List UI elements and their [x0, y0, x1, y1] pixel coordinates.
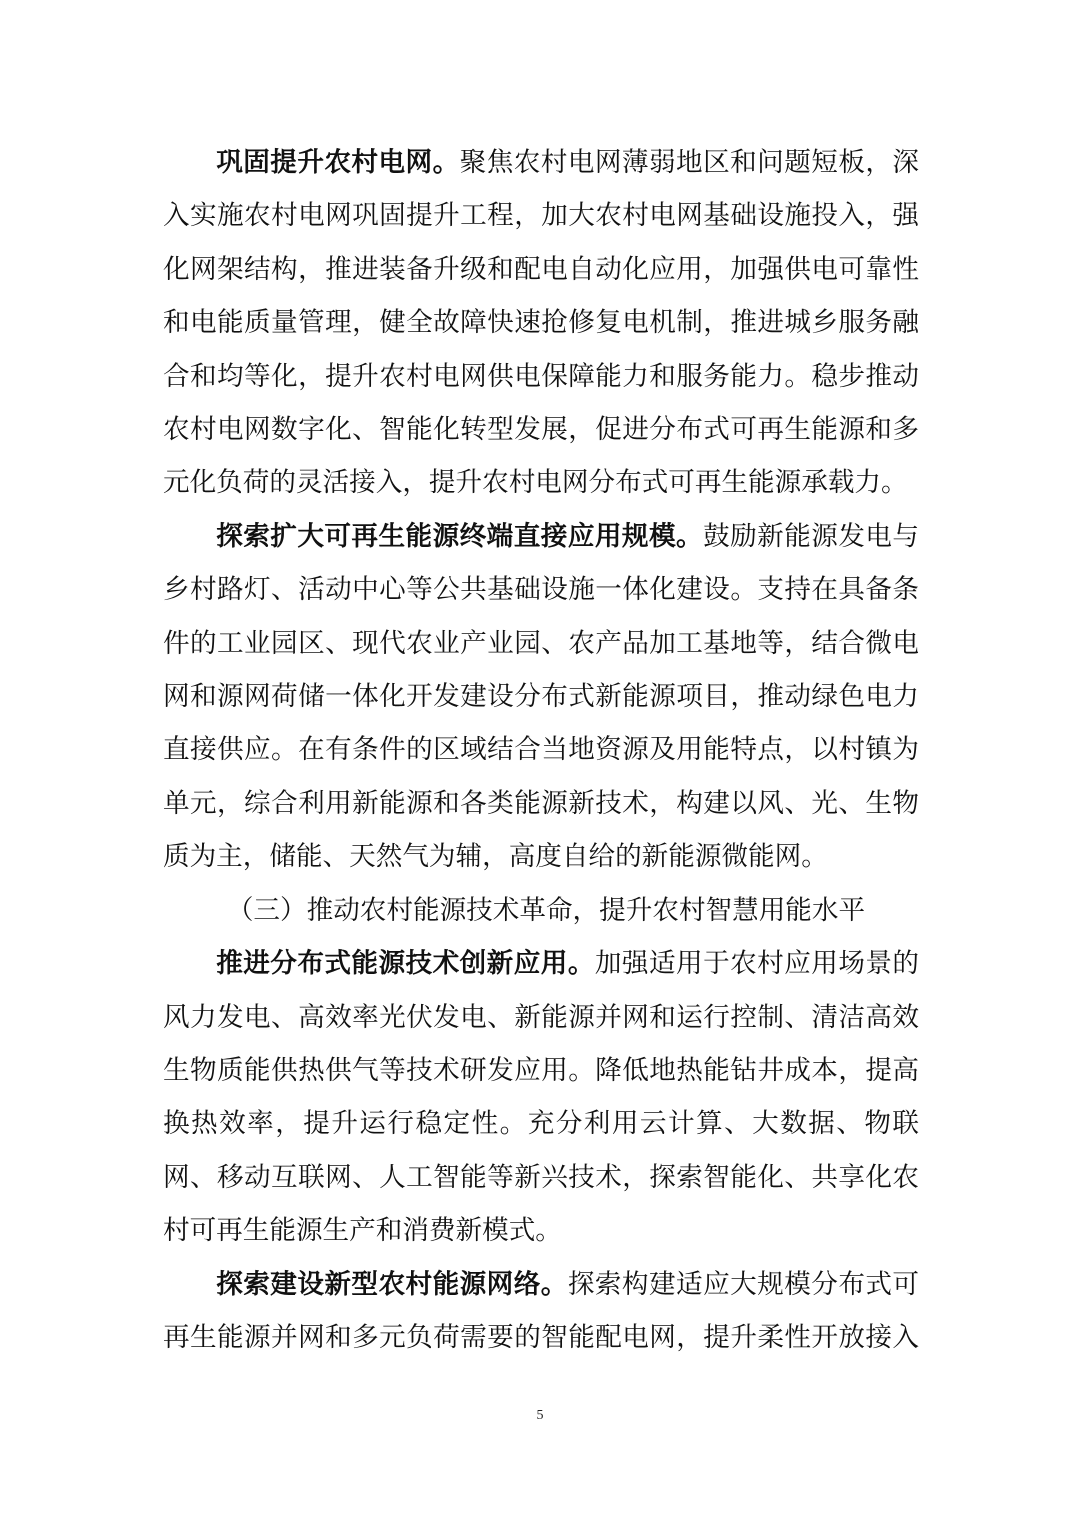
paragraph-text: 加强适用于农村应用场景的风力发电、高效率光伏发电、新能源并网和运行控制、清洁高效生物质能供热供气等技术研发应用。降低地热能钻井成本，提高换热效率，提升运行稳定性。充分利用云计算、大数据、物联网、移动互联网、人工智能等新兴技术，探索智能化、共享化农村可再生能源生产和消费新模式。	[163, 948, 920, 1247]
paragraph-rural-grid	[163, 136, 919, 510]
paragraph-lead-heading: 探索建设新型农村能源网络。	[216, 1268, 568, 1300]
paragraph-lead-heading: 推进分布式能源技术创新应用。	[216, 948, 595, 980]
paragraph-renewable-terminal-use	[163, 510, 919, 884]
paragraph-lead-heading: 巩固提升农村电网。	[216, 147, 460, 178]
section-heading: （三）推动农村能源技术革命，提升农村智慧用能水平	[226, 894, 866, 926]
document-body	[163, 136, 919, 1364]
page-number: 5	[536, 1408, 544, 1423]
paragraph-lead-heading: 探索扩大可再生能源终端直接应用规模。	[216, 520, 704, 552]
paragraph-text: 探索构建适应大规模分布式可再生能源并网和多元负荷需要的智能配电网，提升柔性开放接入	[163, 1268, 920, 1353]
paragraph-distributed-energy-innovation	[163, 937, 919, 1257]
paragraph-text: 鼓励新能源发电与乡村路灯、活动中心等公共基础设施一体化建设。支持在具备条件的工业园区、现代农业产业园、农产品加工基地等，结合微电网和源网荷储一体化开发建设分布式新能源项目，推动绿色电力直接供应。在有条件的区域结合当地资源及用能特点，以村镇为单元，综合利用新能源和各类能源新技术，构建以风、光、生物质为主，储能、天然气为辅，高度自给的新能源微能网。	[163, 520, 920, 873]
paragraph-rural-energy-network	[163, 1258, 919, 1365]
paragraph-text: 聚焦农村电网薄弱地区和问题短板，深入实施农村电网巩固提升工程，加大农村电网基础设施投入，强化网架结构，推进装备升级和配电自动化应用，加强供电可靠性和电能质量管理，健全故障快速抢修复电机制，推进城乡服务融合和均等化，提升农村电网供电保障能力和服务能力。稳步推动农村电网数字化、智能化转型发展，促进分布式可再生能源和多元化负荷的灵活接入，提升农村电网分布式可再生能源承载力。	[163, 147, 920, 499]
